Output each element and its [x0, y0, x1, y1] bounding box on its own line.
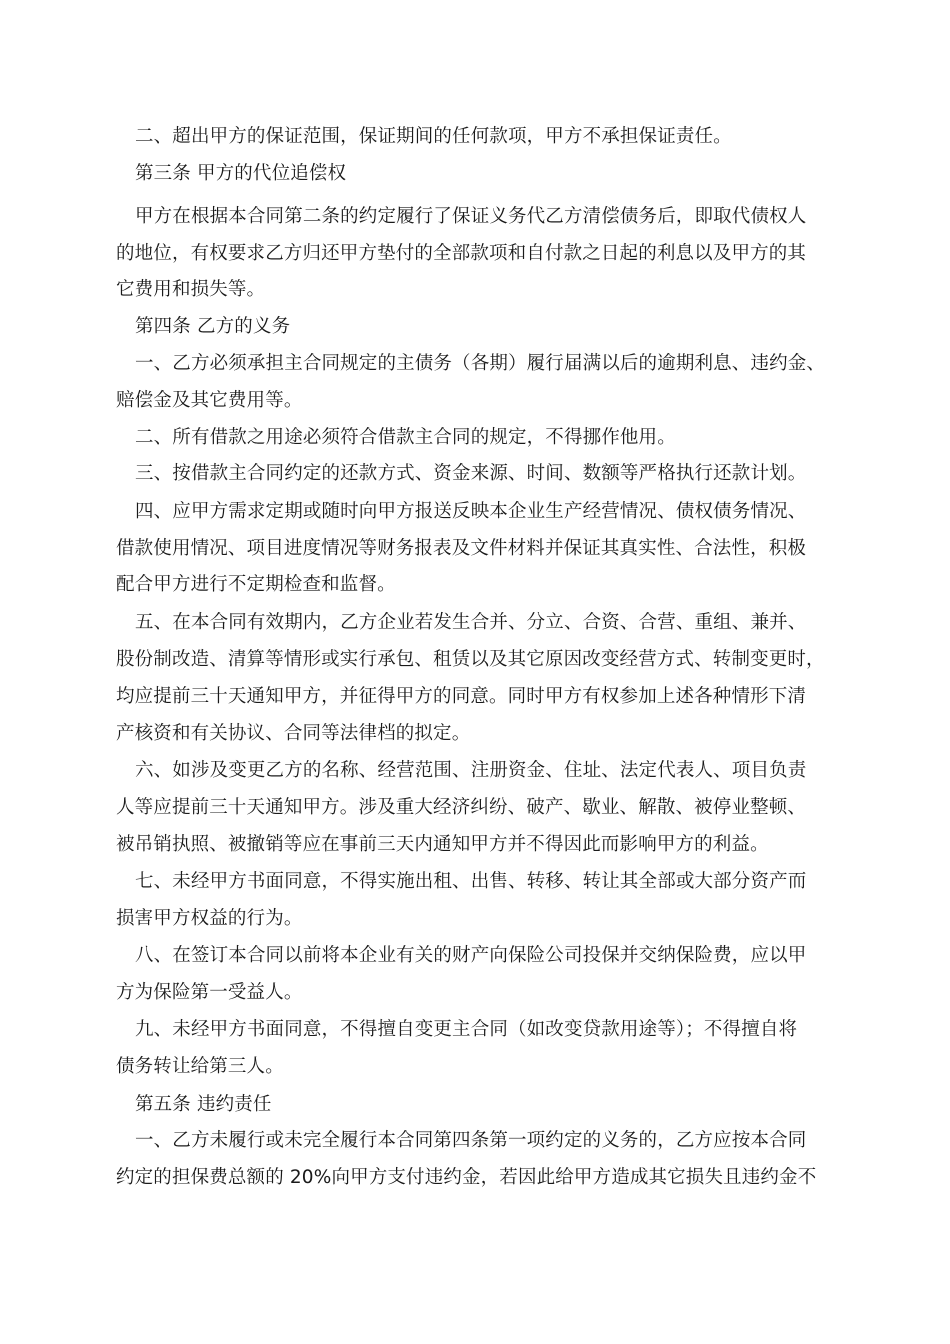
- text-line: 二、所有借款之用途必须符合借款主合同的规定，不得挪作他用。: [135, 427, 676, 448]
- text-line: 二、超出甲方的保证范围，保证期间的任何款项，甲方不承担保证责任。: [135, 126, 732, 147]
- text-line: 六、如涉及变更乙方的名称、经营范围、注册资金、住址、法定代表人、项目负责: [135, 760, 807, 781]
- text-line: 九、未经甲方书面同意，不得擅自变更主合同（如改变贷款用途等）；不得擅自将: [135, 1019, 798, 1040]
- text-line: 配合甲方进行不定期检查和监督。: [116, 574, 396, 595]
- text-line: 损害甲方权益的行为。: [116, 908, 303, 929]
- section-heading: 第五条 违约责任: [135, 1094, 272, 1115]
- text-line: 七、未经甲方书面同意，不得实施出租、出售、转移、转让其全部或大部分资产而: [135, 871, 807, 892]
- text-line: 约定的担保费总额的 20%向甲方支付违约金，若因此给甲方造成其它损失且违约金不: [116, 1167, 817, 1188]
- text-line: 方为保险第一受益人。: [116, 982, 303, 1003]
- text-line: 赔偿金及其它费用等。: [116, 390, 303, 411]
- text-line: 它费用和损失等。: [116, 279, 266, 300]
- text-line: 的地位，有权要求乙方归还甲方垫付的全部款项和自付款之日起的利息以及甲方的其: [116, 243, 807, 264]
- text-line: 债务转让给第三人。: [116, 1056, 284, 1077]
- section-heading: 第四条 乙方的义务: [135, 316, 291, 337]
- text-line: 四、应甲方需求定期或随时向甲方报送反映本企业生产经营情况、债权债务情况、: [135, 501, 807, 522]
- text-line: 人等应提前三十天通知甲方。涉及重大经济纠纷、破产、歇业、解散、被停业整顿、: [116, 797, 807, 818]
- text-line: 一、乙方必须承担主合同规定的主债务（各期）履行届满以后的逾期利息、违约金、: [135, 353, 826, 374]
- text-line: 八、在签订本合同以前将本企业有关的财产向保险公司投保并交纳保险费，应以甲: [135, 945, 807, 966]
- text-line: 产核资和有关协议、合同等法律档的拟定。: [116, 723, 471, 744]
- text-line: 借款使用情况、项目进度情况等财务报表及文件材料并保证其真实性、合法性，积极: [116, 538, 807, 559]
- text-line: 五、在本合同有效期内，乙方企业若发生合并、分立、合资、合营、重组、兼并、: [135, 612, 807, 633]
- text-line: 均应提前三十天通知甲方，并征得甲方的同意。同时甲方有权参加上述各种情形下清: [116, 686, 807, 707]
- text-line: 被吊销执照、被撤销等应在事前三天内通知甲方并不得因此而影响甲方的利益。: [116, 834, 769, 855]
- section-heading: 第三条 甲方的代位追偿权: [135, 163, 347, 184]
- text-line: 甲方在根据本合同第二条的约定履行了保证义务代乙方清偿债务后，即取代债权人: [135, 206, 807, 227]
- text-line: 三、按借款主合同约定的还款方式、资金来源、时间、数额等严格执行还款计划。: [135, 463, 807, 484]
- text-line: 一、乙方未履行或未完全履行本合同第四条第一项约定的义务的，乙方应按本合同: [135, 1130, 807, 1151]
- text-line: 股份制改造、清算等情形或实行承包、租赁以及其它原因改变经营方式、转制变更时，: [116, 649, 825, 670]
